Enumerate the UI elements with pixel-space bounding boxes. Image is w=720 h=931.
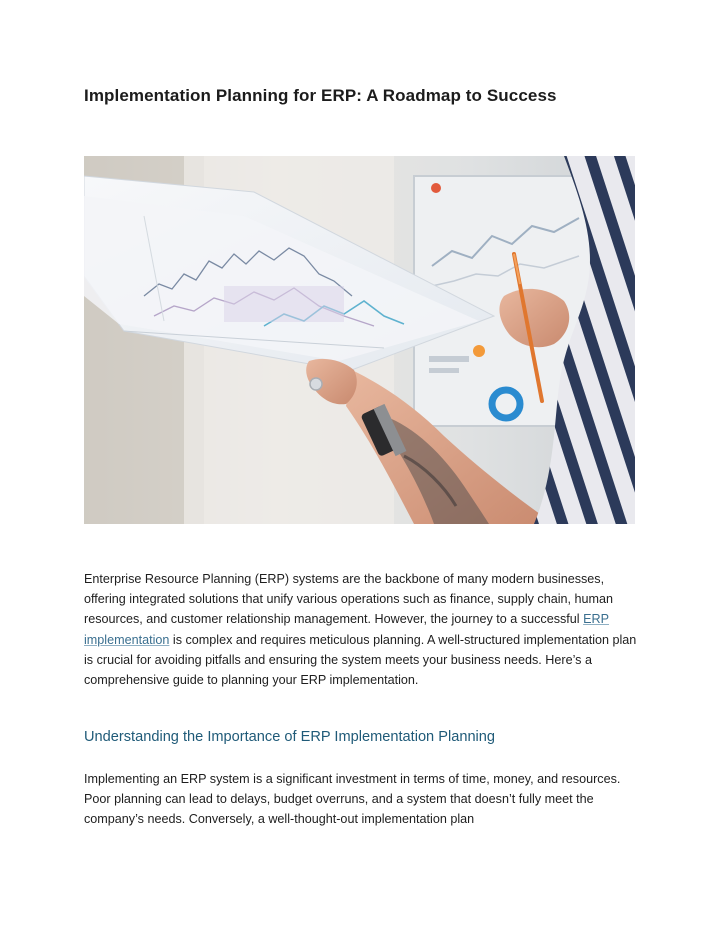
- page-title: Implementation Planning for ERP: A Roadmap to Success: [84, 86, 557, 105]
- erp-planning-photo: [84, 156, 635, 524]
- intro-text-before-link: Enterprise Resource Planning (ERP) systems are the backbone of many modern businesses, offering integrated solutions that unify various operations such as finance, supply chain, human resources, and customer relationship management. However, the journey to a successful: [84, 572, 614, 627]
- intro-paragraph: [84, 569, 644, 690]
- section-paragraph: Implementing an ERP system is a significant investment in terms of time, money, and resources. Poor planning can lead to delays, budget overruns, and a system that doesn’t fully meet the company’s needs. Conversely, a well-thought-out implementation plan: [84, 772, 621, 827]
- erp-implementation-link[interactable]: ERP implementation: [84, 612, 610, 647]
- section-heading: Understanding the Importance of ERP Implementation Planning: [84, 729, 496, 745]
- intro-text-after-link: is complex and requires meticulous planning. A well-structured implementation plan is crucial for avoiding pitfalls and ensuring the system meets your business needs. Here’s a comprehensive guide to planning your ERP implementation.: [84, 632, 637, 688]
